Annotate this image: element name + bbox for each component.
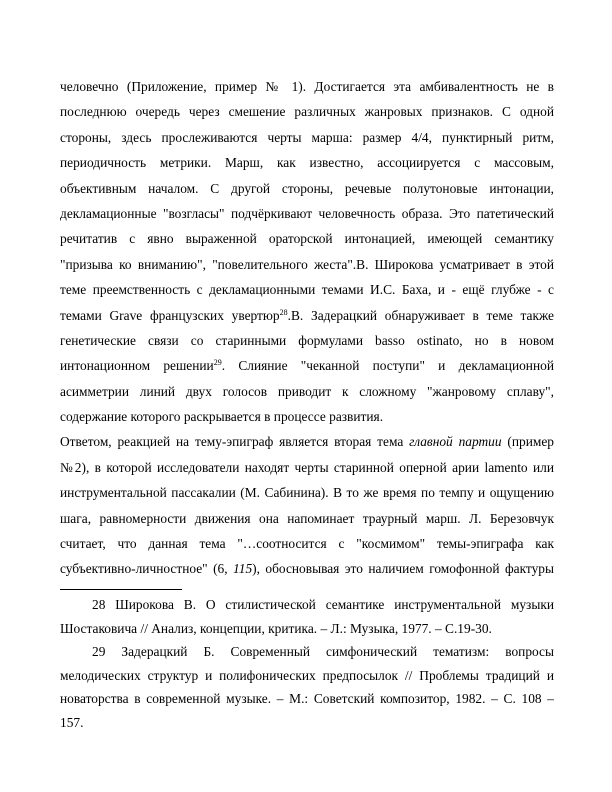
footnote-28: 28 Широкова В. О стилистической семантике инструментальной музыки <box>92 597 554 612</box>
text-fragment: интонационном решении <box>60 358 214 374</box>
text-line <box>60 556 554 581</box>
footnote-29-cont: мелодических структур и полифонических предпосылок // Проблемы традиций и <box>60 667 554 683</box>
text-line: шага, равномерности движения она напоминает траурный марш. Л. Березовчук <box>60 510 554 526</box>
text-line: стороны, здесь прослеживаются черты марша: размер 4/4, пунктирный ритм, <box>60 129 554 145</box>
text-line: периодичность метрики. Марш, как известно, ассоциируется с массовым, <box>60 155 554 171</box>
text-line: последнюю очередь через смешение различных жанровых признаков. С одной <box>60 104 554 120</box>
footnote-29-cont: 157. <box>60 714 84 730</box>
text-fragment: темами Grave французских увертюр <box>60 307 280 323</box>
footnote-28-cont: Шостаковича // Анализ, концепции, критика. – Л.: Музыка, 1977. – С.19-30. <box>60 620 492 636</box>
text-line <box>60 353 554 378</box>
text-fragment: Ответом, реакцией на тему-эпиграф является вторая тема <box>60 434 410 450</box>
footnotes <box>60 593 554 734</box>
text-line <box>60 429 554 454</box>
footnote-ref-28: 28 <box>279 307 288 317</box>
footnote-separator <box>60 589 182 590</box>
text-fragment: субъективно-личностное" (6, <box>60 561 234 577</box>
text-line: инструментальной пассакалии (М. Сабинина). В то же время по темпу и ощущению <box>60 485 554 501</box>
text-line: считает, что данная тема "…соотносится с "космимом" темы-эпиграфа как <box>60 536 554 552</box>
text-line: декламационные "возгласы" подчёркивают человечность образа. Это патетический <box>60 205 554 221</box>
text-fragment: . Слияние "чеканной поступи" и декламационной <box>221 358 554 374</box>
text-fragment: ), обосновывая это наличием гомофонной фактуры <box>252 561 554 577</box>
text-line: асимметрии линий двух голосов приводит к сложному "жанровому сплаву", <box>60 383 554 399</box>
text-fragment: .В. Задерацкий обнаруживает в теме также <box>287 307 554 323</box>
text-line: теме преемственность с декламационными темами И.С. Баха, и - ещё глубже - с <box>60 282 554 298</box>
text-line: содержание которого раскрывается в процессе развития. <box>60 409 384 425</box>
main-text <box>60 74 554 582</box>
text-line: генетические связи со старинными формулами basso ostinato, но в новом <box>60 332 554 348</box>
text-line: объективным началом. С другой стороны, речевые полутоновые интонации, <box>60 180 554 196</box>
italic-page-ref: 115 <box>233 561 253 577</box>
footnote-29: 29 Задерацкий Б. Современный симфонический тематизм: вопросы <box>92 644 554 659</box>
text-fragment: (пример <box>501 434 554 450</box>
text-line: "призыва ко вниманию", "повелительного жеста".В. Широкова усматривает в этой <box>60 256 554 272</box>
footnote-ref-29: 29 <box>213 358 222 368</box>
text-line: человечно (Приложение, пример № 1). Достигается эта амбивалентность не в <box>60 79 554 94</box>
text-line: речитатив с явно выраженной ораторской интонацией, имеющей семантику <box>60 231 554 247</box>
text-line <box>60 303 554 328</box>
footnote-29-cont: новаторства в современной музыке. – М.: Советский композитор, 1982. – С. 108 – <box>60 691 554 706</box>
italic-term: главной партии <box>409 434 502 450</box>
text-line: №2), в которой исследователи находят черты старинной оперной арии lamento или <box>60 459 554 475</box>
